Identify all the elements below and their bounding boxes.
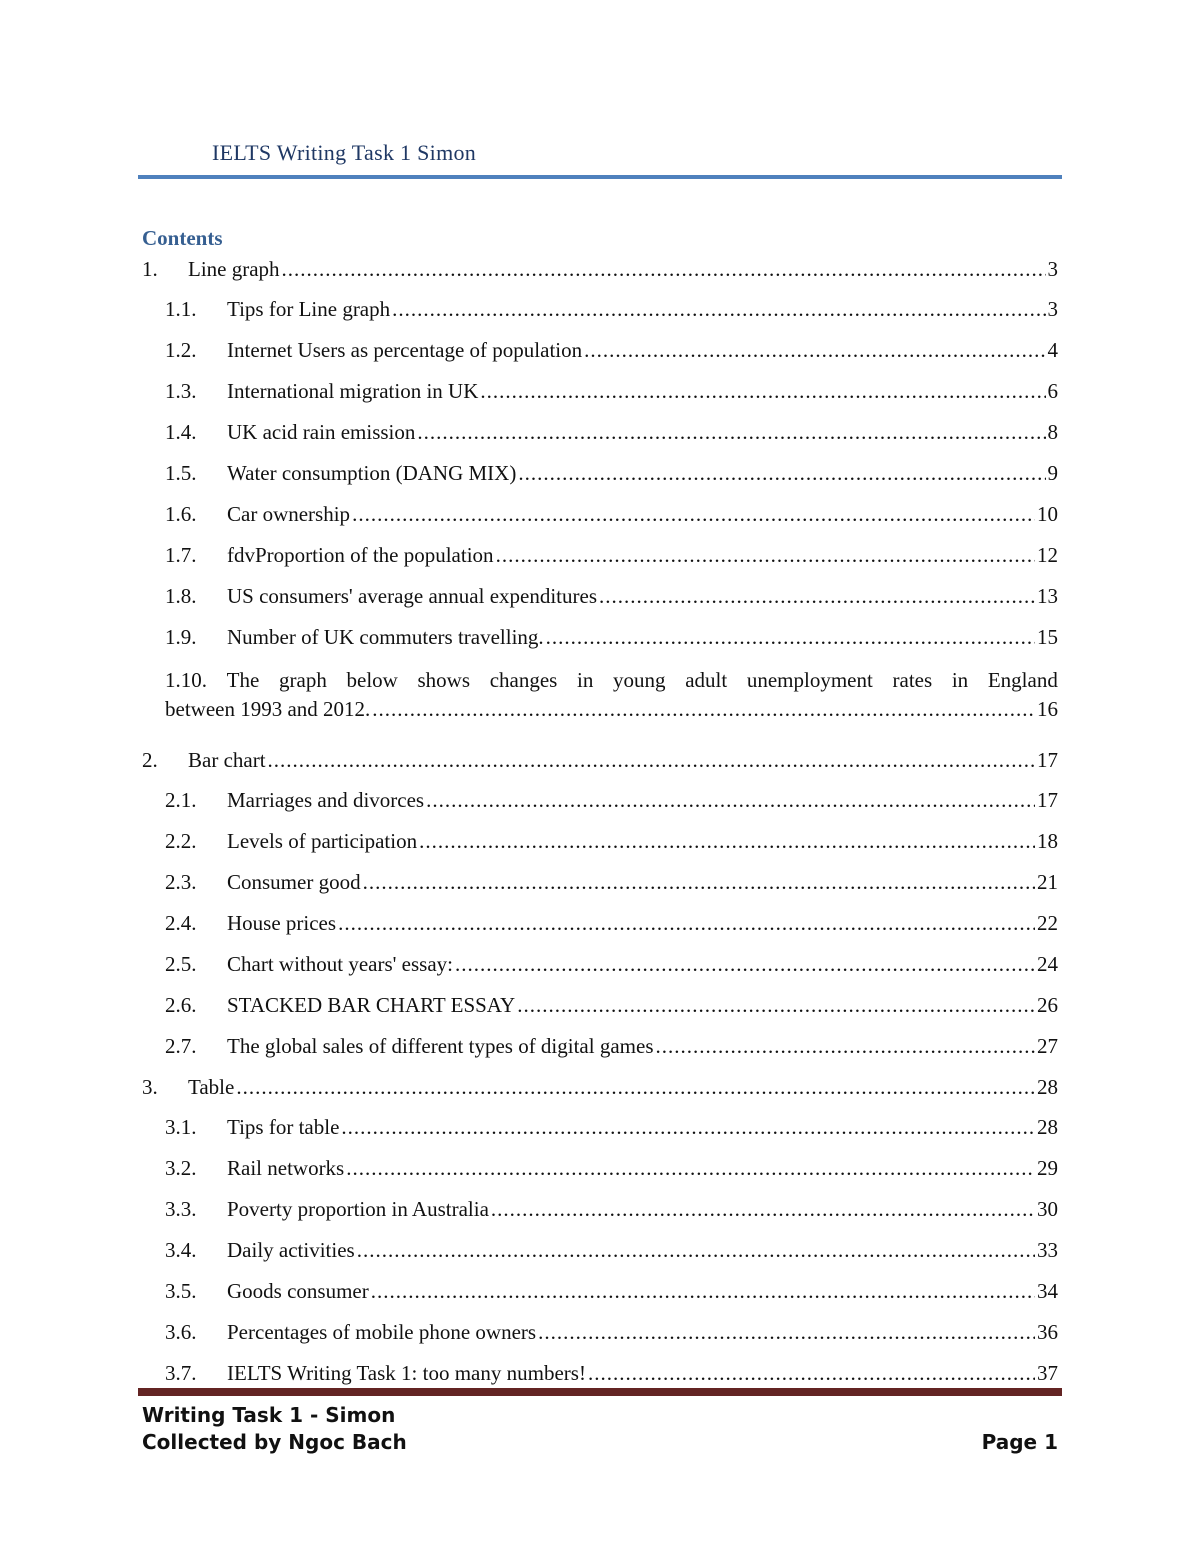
toc-number: 1.3.: [165, 379, 197, 403]
dot-leader: [426, 788, 1035, 813]
toc-entry-3-3[interactable]: [142, 1197, 1058, 1238]
dot-leader: [338, 911, 1035, 936]
toc-number: 1.10.: [165, 668, 207, 692]
toc-page-number: 37: [1037, 1361, 1058, 1385]
dot-leader: [517, 993, 1035, 1018]
toc-page-number: 8: [1047, 420, 1058, 444]
toc-entry-1-2[interactable]: [142, 338, 1058, 379]
toc-page-number: 34: [1037, 1279, 1058, 1303]
toc-page-number: 33: [1037, 1238, 1058, 1262]
toc-number: 2.: [142, 748, 158, 772]
toc-wrapped-line-1: [165, 666, 1058, 695]
dot-leader: [363, 870, 1035, 895]
dot-leader: [588, 1361, 1035, 1386]
toc-number: 1.8.: [165, 584, 197, 608]
toc-number: 3.7.: [165, 1361, 197, 1385]
toc-entry-1-5[interactable]: [142, 461, 1058, 502]
toc-page-number: 24: [1037, 952, 1058, 976]
toc-entry-1-6[interactable]: [142, 502, 1058, 543]
dot-leader: [546, 625, 1035, 650]
toc-page-number: 12: [1037, 543, 1058, 567]
toc-entry-1-1[interactable]: [142, 297, 1058, 338]
dot-leader: [268, 748, 1035, 773]
toc-number: 1.1.: [165, 297, 197, 321]
toc-entry-2-7[interactable]: [142, 1034, 1058, 1075]
dot-leader: [496, 543, 1035, 568]
toc-page-number: 21: [1037, 870, 1058, 894]
toc-number: 2.5.: [165, 952, 197, 976]
toc-number: 1.4.: [165, 420, 197, 444]
toc-entry-1-4[interactable]: [142, 420, 1058, 461]
toc-title: Tips for Line graph: [227, 297, 391, 321]
toc-number: 1.9.: [165, 625, 197, 649]
toc-word: in: [951, 668, 969, 692]
dot-leader: [372, 695, 1035, 724]
toc-entry-3-6[interactable]: [142, 1320, 1058, 1361]
dot-leader: [656, 1034, 1036, 1059]
page-footer: [142, 1402, 1058, 1456]
toc-entry-2[interactable]: [142, 748, 1058, 788]
toc-number: 3.1.: [165, 1115, 197, 1139]
toc-title: Levels of participation: [227, 829, 418, 853]
toc-word: adult: [685, 668, 728, 692]
toc-word: unemployment: [746, 668, 873, 692]
dot-leader: [491, 1197, 1035, 1222]
toc-number: 3.: [142, 1075, 158, 1099]
dot-leader: [282, 257, 1046, 282]
toc-number: 1.6.: [165, 502, 197, 526]
toc-page-number: 15: [1037, 625, 1058, 649]
toc-entry-2-3[interactable]: [142, 870, 1058, 911]
toc-number: 3.2.: [165, 1156, 197, 1180]
toc-word: below: [346, 668, 398, 692]
dot-leader: [518, 461, 1045, 486]
footer-line-1: Writing Task 1 - Simon: [142, 1403, 396, 1427]
toc-entry-1-8[interactable]: [142, 584, 1058, 625]
toc-page-number: 17: [1037, 788, 1058, 812]
toc-page-number: 10: [1037, 502, 1058, 526]
toc-entry-1-10[interactable]: [142, 666, 1058, 748]
toc-page-number: 4: [1047, 338, 1058, 362]
toc-entry-3-2[interactable]: [142, 1156, 1058, 1197]
toc-page-number: 16: [1037, 697, 1058, 721]
toc-entry-1[interactable]: [142, 257, 1058, 297]
toc-title: Chart without years' essay:: [227, 952, 453, 976]
toc-number: 1.7.: [165, 543, 197, 567]
toc-number: 3.6.: [165, 1320, 197, 1344]
toc-title: Car ownership: [227, 502, 351, 526]
toc-wrapped-line-2: [165, 695, 1058, 724]
toc-page-number: 17: [1037, 748, 1058, 772]
dot-leader: [584, 338, 1045, 363]
dot-leader: [419, 829, 1035, 854]
toc-word: shows: [417, 668, 471, 692]
toc-page-number: 26: [1037, 993, 1058, 1017]
toc-title: The global sales of different types of digital games: [227, 1034, 654, 1058]
dot-leader: [236, 1075, 1035, 1100]
toc-entry-1-3[interactable]: [142, 379, 1058, 420]
toc-title: Percentages of mobile phone owners: [227, 1320, 537, 1344]
toc-title: Tips for table: [227, 1115, 340, 1139]
dot-leader: [371, 1279, 1035, 1304]
toc-page-number: 18: [1037, 829, 1058, 853]
toc-word: England: [987, 668, 1058, 692]
dot-leader: [346, 1156, 1035, 1181]
table-of-contents: [142, 257, 1058, 1402]
toc-title: fdvProportion of the population: [227, 543, 494, 567]
toc-title: IELTS Writing Task 1: too many numbers!: [227, 1361, 586, 1385]
toc-entry-2-1[interactable]: [142, 788, 1058, 829]
toc-title: Rail networks: [227, 1156, 345, 1180]
toc-word: in: [577, 668, 594, 692]
toc-entry-3-1[interactable]: [142, 1115, 1058, 1156]
footer-collector: Collected by Ngoc Bach: [142, 1430, 407, 1454]
toc-number: 2.4.: [165, 911, 197, 935]
toc-page-number: 22: [1037, 911, 1058, 935]
toc-title: US consumers' average annual expenditures: [227, 584, 597, 608]
toc-title: Internet Users as percentage of population: [227, 338, 583, 362]
toc-number: 2.2.: [165, 829, 197, 853]
toc-entry-1-9[interactable]: [142, 625, 1058, 666]
toc-title: Daily activities: [227, 1238, 355, 1262]
toc-entry-1-7[interactable]: [142, 543, 1058, 584]
toc-number: 2.7.: [165, 1034, 197, 1058]
toc-page-number: 28: [1037, 1075, 1058, 1099]
dot-leader: [341, 1115, 1035, 1140]
toc-word: rates: [892, 668, 933, 692]
dot-leader: [480, 379, 1045, 404]
toc-entry-2-2[interactable]: [142, 829, 1058, 870]
toc-title: Goods consumer: [227, 1279, 369, 1303]
toc-entry-3-4[interactable]: [142, 1238, 1058, 1279]
toc-title: Table: [188, 1075, 235, 1099]
toc-page-number: 29: [1037, 1156, 1058, 1180]
toc-title: House prices: [227, 911, 337, 935]
toc-word: The: [226, 668, 260, 692]
dot-leader: [455, 952, 1035, 977]
toc-number: 3.5.: [165, 1279, 197, 1303]
toc-title: Poverty proportion in Australia: [227, 1197, 489, 1221]
dot-leader: [392, 297, 1045, 322]
toc-entry-2-6[interactable]: [142, 993, 1058, 1034]
toc-number: 2.6.: [165, 993, 197, 1017]
toc-page-number: 3: [1047, 297, 1058, 321]
toc-number: 1.2.: [165, 338, 197, 362]
toc-page-number: 30: [1037, 1197, 1058, 1221]
toc-number: 1.: [142, 257, 158, 281]
toc-word: young: [613, 668, 666, 692]
toc-entry-2-4[interactable]: [142, 911, 1058, 952]
dot-leader: [599, 584, 1035, 609]
toc-page-number: 28: [1037, 1115, 1058, 1139]
dot-leader: [417, 420, 1045, 445]
toc-title: International migration in UK: [227, 379, 479, 403]
running-header-title: IELTS Writing Task 1 Simon: [212, 140, 477, 165]
toc-word: graph: [279, 668, 327, 692]
dot-leader: [357, 1238, 1035, 1263]
contents-heading: Contents: [142, 226, 223, 250]
toc-number: 2.1.: [165, 788, 197, 812]
toc-number: 2.3.: [165, 870, 197, 894]
toc-page-number: 27: [1037, 1034, 1058, 1058]
toc-entry-3[interactable]: [142, 1075, 1058, 1115]
toc-page-number: 13: [1037, 584, 1058, 608]
toc-title: Water consumption (DANG MIX): [227, 461, 517, 485]
toc-word: changes: [489, 668, 558, 692]
toc-entry-3-5[interactable]: [142, 1279, 1058, 1320]
toc-title: STACKED BAR CHART ESSAY: [227, 993, 516, 1017]
footer-line-2: [142, 1429, 1058, 1456]
toc-title: Line graph: [188, 257, 280, 281]
toc-page-number: 3: [1047, 257, 1058, 281]
header-rule: [138, 175, 1062, 179]
toc-title: Bar chart: [188, 748, 266, 772]
dot-leader: [538, 1320, 1035, 1345]
toc-title-continued: between 1993 and 2012.: [165, 697, 371, 721]
toc-title: Consumer good: [227, 870, 361, 894]
toc-page-number: 36: [1037, 1320, 1058, 1344]
toc-number: 3.4.: [165, 1238, 197, 1262]
toc-title: UK acid rain emission: [227, 420, 416, 444]
toc-entry-2-5[interactable]: [142, 952, 1058, 993]
toc-number: 1.5.: [165, 461, 197, 485]
toc-title: Number of UK commuters travelling.: [227, 625, 544, 649]
toc-title: Marriages and divorces: [227, 788, 425, 812]
footer-rule: [138, 1388, 1062, 1396]
dot-leader: [352, 502, 1035, 527]
toc-page-number: 6: [1047, 379, 1058, 403]
footer-page-number: Page 1: [981, 1430, 1058, 1454]
toc-number: 3.3.: [165, 1197, 197, 1221]
toc-page-number: 9: [1047, 461, 1058, 485]
